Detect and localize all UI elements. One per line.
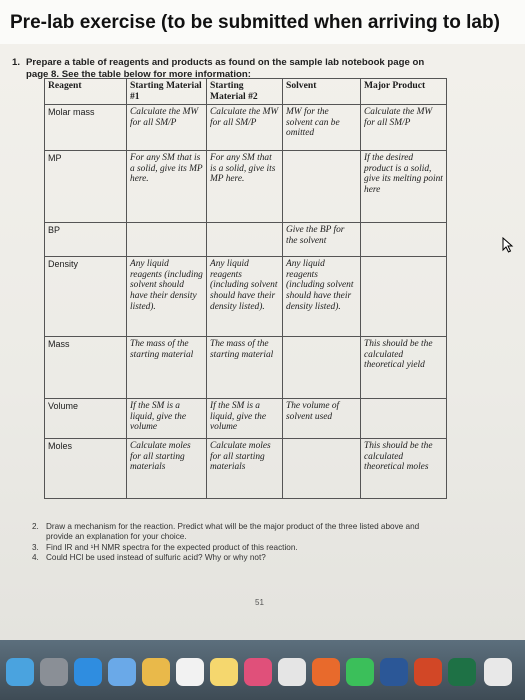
table-row	[45, 399, 447, 439]
dock	[0, 640, 525, 700]
table-header-row	[45, 79, 447, 105]
music-icon[interactable]	[244, 658, 272, 686]
excel-icon[interactable]	[448, 658, 476, 686]
row-label: BP	[45, 223, 127, 257]
table-cell	[283, 337, 361, 399]
table-cell: For any SM that is a solid, give its MP here.	[127, 151, 207, 223]
table-cell: Calculate moles for all starting materials	[207, 439, 283, 499]
question-number: 2.	[32, 522, 39, 531]
table-cell: The mass of the starting material	[127, 337, 207, 399]
mail-icon[interactable]	[108, 658, 136, 686]
table-cell	[283, 439, 361, 499]
table-cell	[127, 223, 207, 257]
table-cell: Calculate the MW for all SM/P	[207, 105, 283, 151]
list-item	[32, 553, 432, 563]
table-cell: The volume of solvent used	[283, 399, 361, 439]
header-starting-material-2: Starting Material #2	[207, 79, 283, 105]
photos-icon[interactable]	[142, 658, 170, 686]
row-label: MP	[45, 151, 127, 223]
table-row	[45, 151, 447, 223]
list-item	[32, 522, 432, 543]
word-icon[interactable]	[380, 658, 408, 686]
question-1-text: Prepare a table of reagents and products as found on the sample lab notebook page on page 8. See the table below for more information:	[26, 57, 425, 80]
page-number: 51	[255, 598, 264, 607]
table-cell: This should be the calculated theoretical moles	[361, 439, 447, 499]
calendar-icon[interactable]	[176, 658, 204, 686]
table-cell: The mass of the starting material	[207, 337, 283, 399]
list-item	[32, 543, 432, 553]
powerpoint-icon[interactable]	[414, 658, 442, 686]
table-cell: Calculate moles for all starting materials	[127, 439, 207, 499]
table-cell: If the SM is a liquid, give the volume	[207, 399, 283, 439]
table-cell: Calculate the MW for all SM/P	[361, 105, 447, 151]
mouse-pointer-icon	[502, 237, 516, 253]
reagent-table	[44, 78, 447, 499]
table-cell	[283, 151, 361, 223]
header-starting-material-1: Starting Material #1	[127, 79, 207, 105]
question-text: Draw a mechanism for the reaction. Predict what will be the major product of the three listed above and provide an explanation for your choice.	[46, 522, 420, 542]
finder-icon[interactable]	[6, 658, 34, 686]
table-cell	[361, 257, 447, 337]
question-list	[32, 522, 432, 564]
question-number: 4.	[32, 553, 39, 563]
itunes-icon[interactable]	[484, 658, 512, 686]
row-label: Moles	[45, 439, 127, 499]
chrome-icon[interactable]	[278, 658, 306, 686]
question-1-number: 1.	[12, 57, 21, 68]
table-cell: Any liquid reagents (including solvent should have their density listed).	[283, 257, 361, 337]
launchpad-icon[interactable]	[40, 658, 68, 686]
facetime-icon[interactable]	[346, 658, 374, 686]
page-title: Pre-lab exercise (to be submitted when arriving to lab)	[10, 12, 500, 33]
table-cell: Calculate the MW for all SM/P	[127, 105, 207, 151]
table-cell: If the desired product is a solid, give its melting point here	[361, 151, 447, 223]
table-row	[45, 223, 447, 257]
firefox-icon[interactable]	[312, 658, 340, 686]
row-label: Molar mass	[45, 105, 127, 151]
header-solvent: Solvent	[283, 79, 361, 105]
table-cell: MW for the solvent can be omitted	[283, 105, 361, 151]
notes-icon[interactable]	[210, 658, 238, 686]
row-label: Mass	[45, 337, 127, 399]
table-cell	[207, 223, 283, 257]
table-cell	[361, 399, 447, 439]
table-cell: If the SM is a liquid, give the volume	[127, 399, 207, 439]
table-row	[45, 105, 447, 151]
header-reagent: Reagent	[45, 79, 127, 105]
table-cell: Any liquid reagents (including solvent should have their density listed).	[207, 257, 283, 337]
question-text: Could HCl be used instead of sulfuric acid? Why or why not?	[46, 553, 266, 563]
table-cell: For any SM that is a solid, give its MP here.	[207, 151, 283, 223]
row-label: Volume	[45, 399, 127, 439]
table-cell: Give the BP for the solvent	[283, 223, 361, 257]
safari-icon[interactable]	[74, 658, 102, 686]
table-cell	[361, 223, 447, 257]
table-cell: Any liquid reagents (including solvent should have their density listed).	[127, 257, 207, 337]
question-text: Find IR and ¹H NMR spectra for the expected product of this reaction.	[46, 542, 298, 552]
table-cell: This should be the calculated theoretical yield	[361, 337, 447, 399]
question-number: 3.	[32, 542, 39, 552]
table-row	[45, 337, 447, 399]
row-label: Density	[45, 257, 127, 337]
table-row	[45, 257, 447, 337]
table-row	[45, 439, 447, 499]
header-major-product: Major Product	[361, 79, 447, 105]
